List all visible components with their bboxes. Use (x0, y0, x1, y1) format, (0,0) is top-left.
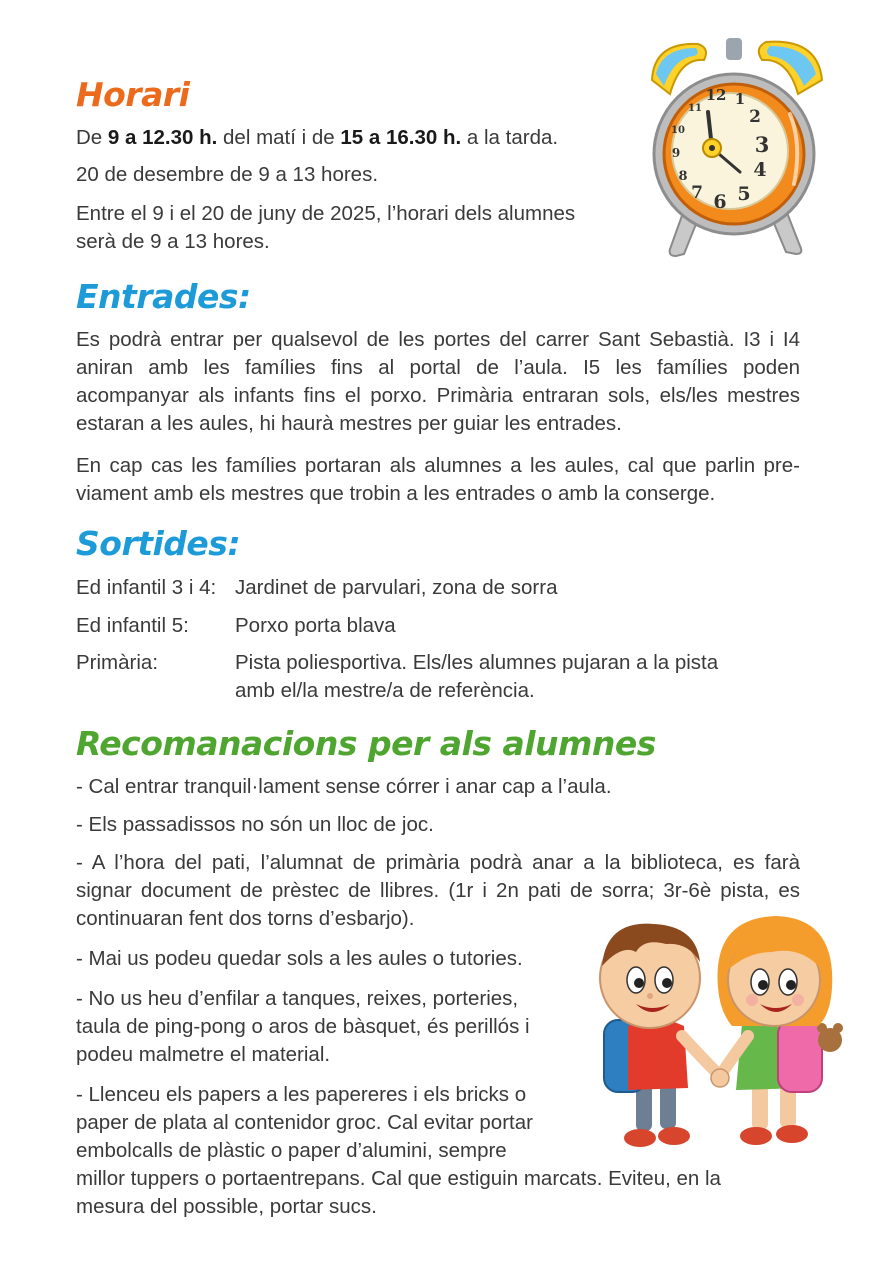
clock-number-11: 11 (688, 103, 702, 114)
recomanacio-item-1: - Cal entrar tranquil·lament sense córrer i anar cap a l’aula. (76, 775, 612, 798)
sortides-value-primaria-line-2: amb el/la mestre/a de referència. (235, 679, 535, 702)
recomanacio-item-6-line-3: embolcalls de plàstic o paper d’alumini, sempre (76, 1139, 507, 1162)
entrades-paragraph-2: En cap cas les famílies portaran als alumnes a les aules, cal que parlin pre-viament amb els mestres que trobin a les entrades o amb la conserge. (76, 454, 800, 505)
clock-number-10: 10 (671, 125, 685, 136)
recomanacio-item-6-line-1: - Llenceu els papers a les papereres i els bricks o (76, 1083, 527, 1106)
clock-number-8: 8 (678, 169, 688, 184)
recomanacions-heading: Recomanacions per als alumnes (76, 724, 656, 763)
clock-number-2: 2 (749, 107, 761, 127)
sortides-value-infantil-3-4: Jardinet de parvulari, zona de sorra (235, 576, 558, 599)
children-illustration (592, 908, 854, 1160)
clock-number-7: 7 (691, 183, 703, 203)
clock-number-1: 1 (734, 90, 746, 108)
horari-line-2: 20 de desembre de 9 a 13 hores. (76, 163, 379, 186)
recomanacio-item-6-line-2: paper de plata al contenidor groc. Cal evitar portar (76, 1111, 533, 1134)
clock-number-3: 3 (754, 132, 770, 157)
sortides-value-infantil-5: Porxo porta blava (235, 614, 396, 637)
entrades-heading: Entrades: (76, 277, 251, 316)
recomanacio-item-3: - A l’hora del pati, l’alumnat de primària podrà anar a la biblioteca, es farà signar document de prèstec de llibres. (1r i 2n pati de sorra; 3r-6è pista, es continuaran fent dos torns d’esbarjo). (76, 851, 800, 930)
recomanacio-item-5-line-1: - No us heu d’enfilar a tanques, reixes, porteries, (76, 987, 519, 1010)
recomanacio-item-4: - Mai us podeu quedar sols a les aules o tutories. (76, 947, 523, 970)
sortides-label-infantil-3-4: Ed infantil 3 i 4: (76, 576, 217, 599)
recomanacio-item-6-line-5: mesura del possible, portar sucs. (76, 1195, 377, 1218)
clock-number-9: 9 (671, 146, 681, 160)
sortides-label-primaria: Primària: (76, 651, 159, 674)
sortides-value-primaria: Pista poliesportiva. Els/les alumnes pujaran a la pista (235, 651, 719, 674)
clock-number-4: 4 (753, 159, 767, 181)
recomanacio-item-5-line-2: taula de ping-pong o aros de bàsquet, és perillós i (76, 1015, 530, 1038)
clock-number-6: 6 (713, 191, 727, 213)
recomanacio-item-2: - Els passadissos no són un lloc de joc. (76, 813, 434, 836)
horari-line-3b: serà de 9 a 13 hores. (76, 230, 270, 253)
alarm-clock-illustration (640, 24, 830, 269)
girl-figure (717, 916, 843, 1145)
recomanacio-item-5-line-3: podeu malmetre el material. (76, 1043, 331, 1066)
horari-heading: Horari (76, 75, 190, 114)
recomanacio-item-6-line-4: millor tuppers o portaentrepans. Cal que estiguin marcats. Eviteu, en la (76, 1167, 721, 1190)
horari-line-1: De 9 a 12.30 h. del matí i de 15 a 16.30 h. a la tarda. (76, 126, 559, 149)
boy-figure (600, 924, 720, 1147)
sortides-label-infantil-5: Ed infantil 5: (76, 614, 189, 637)
clock-number-5: 5 (737, 183, 751, 205)
clock-number-12: 12 (705, 86, 727, 104)
entrades-paragraph-1: Es podrà entrar per qualsevol de les portes del carrer Sant Sebastià. I3 i I4 aniran amb les famílies fins al portal de l’aula. I5 les famílies poden acompanyar als infants fins el porxo. Primària entraran sols, els/les mestres estaran a les aules, hi haurà mestres per guiar les entrades. (76, 328, 800, 435)
horari-line-3a: Entre el 9 i el 20 de juny de 2025, l’horari dels alumnes (76, 202, 576, 225)
sortides-heading: Sortides: (76, 524, 241, 563)
